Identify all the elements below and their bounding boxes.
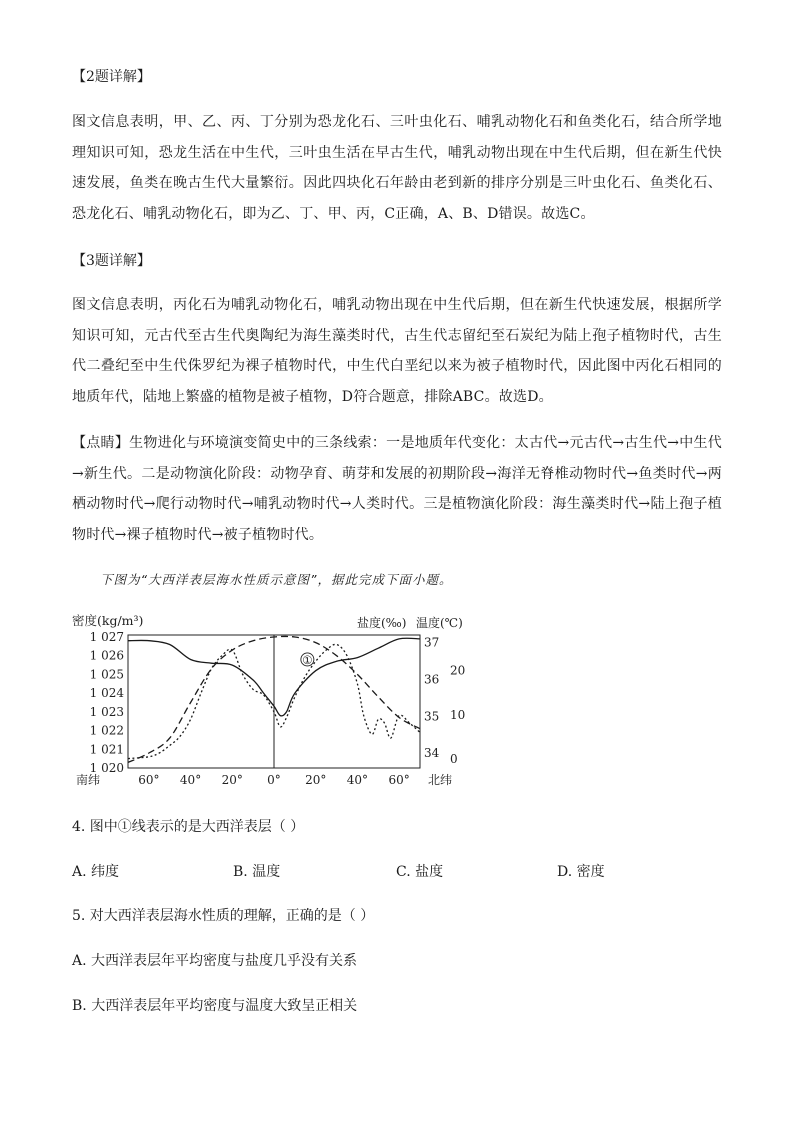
tip-body: 【点睛】生物进化与环境演变简史中的三条线索：一是地质年代变化：太古代→元古代→古生代→中生代→新生代。二是动物演化阶段：动物孕育、萌芽和发展的初期阶段→海洋无脊椎动物时代→鱼类时代→两栖动物时代→爬行动物时代→哺乳动物时代→人类时代。三是植物演化阶段：海生藻类时代→陆上孢子植物时代→裸子植物时代→被子植物时代。 [72,435,722,543]
q5-option-b[interactable]: B. 大西洋表层年平均密度与温度大致呈正相关 [72,998,358,1014]
sec3-body: 图文信息表明，丙化石为哺乳动物化石，哺乳动物出现在中生代后期，但在新生代快速发展，根据所学知识可知，元古代至古生代奥陶纪为海生藻类时代，古生代志留纪至石炭纪为陆上孢子植物时代，古生代二叠纪至中生代侏罗纪为裸子植物时代，中生代白垩纪以来为被子植物时代，因此图中丙化石相同的地质年代，陆地上繁盛的植物是被子植物，D符合题意，排除ABC。故选D。 [72,297,722,405]
q4-option-a[interactable]: A. 纬度 [72,864,120,880]
sec2-heading: 【2题详解】 [72,69,151,85]
q5-option-a[interactable]: A. 大西洋表层年平均密度与盐度几乎没有关系 [72,953,358,969]
salinity-tick-label: 35 [424,709,440,724]
temperature-tick-label: 20 [450,663,466,678]
q5-stem: 5. 对大西洋表层海水性质的理解，正确的是（ ） [72,908,375,924]
atlantic-surface-chart [68,605,468,805]
density-tick-label: 1 022 [89,723,124,738]
density-tick-label: 1 027 [89,630,124,644]
density-tick-label: 1 024 [89,686,124,701]
x-tick-label: 北纬 [427,773,453,787]
density-tick-label: 1 020 [89,761,124,775]
salinity-tick-label: 34 [424,746,440,761]
salinity-axis-label: 盐度(‰) [357,616,407,630]
sec2-body: 图文信息表明，甲、乙、丙、丁分别为恐龙化石、三叶虫化石、哺乳动物化石和鱼类化石，结合所学地理知识可知，恐龙生活在中生代，三叶虫生活在早古生代，哺乳动物出现在中生代后期，但在新生代快速发展，鱼类在晚古生代大量繁衍。因此四块化石年龄由老到新的排序分别是三叶虫化石、鱼类化石、恐龙化石、哺乳动物化石，即为乙、丁、甲、丙，C正确，A、B、D错误。故选C。 [72,114,722,222]
salinity-tick-label: 37 [424,635,440,650]
x-tick-label: 40° [179,773,202,787]
density-tick-label: 1 023 [89,704,124,719]
density-axis-label: 密度(kg/m³) [72,613,144,628]
q4-stem: 4. 图中①线表示的是大西洋表层（ ） [72,819,305,835]
x-tick-label: 20° [221,773,243,787]
q4-option-c[interactable]: C. 盐度 [396,864,444,880]
density-tick-label: 1 025 [89,667,124,682]
figure-intro: 下图为“大西洋表层海水性质示意图”，据此完成下面小题。 [100,572,453,587]
x-tick-label: 60° [388,773,410,787]
x-tick-label: 20° [305,773,327,787]
sec3-heading: 【3题详解】 [72,253,151,269]
salinity-tick-label: 36 [424,672,440,687]
density-tick-label: 1 021 [89,742,124,757]
temperature-tick-label: 10 [450,707,466,722]
marker-1-label: ① [302,652,313,667]
x-tick-label: 60° [138,773,160,787]
density-tick-label: 1 026 [89,648,124,663]
x-tick-label: 40° [346,773,369,787]
x-tick-label: 0° [267,773,281,787]
q4-option-b[interactable]: B. 温度 [233,864,281,880]
temperature-axis-label: 温度(℃) [416,616,463,630]
x-tick-label: 南纬 [75,773,101,787]
temperature-tick-label: 0 [450,752,458,767]
q4-option-d[interactable]: D. 密度 [557,864,605,880]
